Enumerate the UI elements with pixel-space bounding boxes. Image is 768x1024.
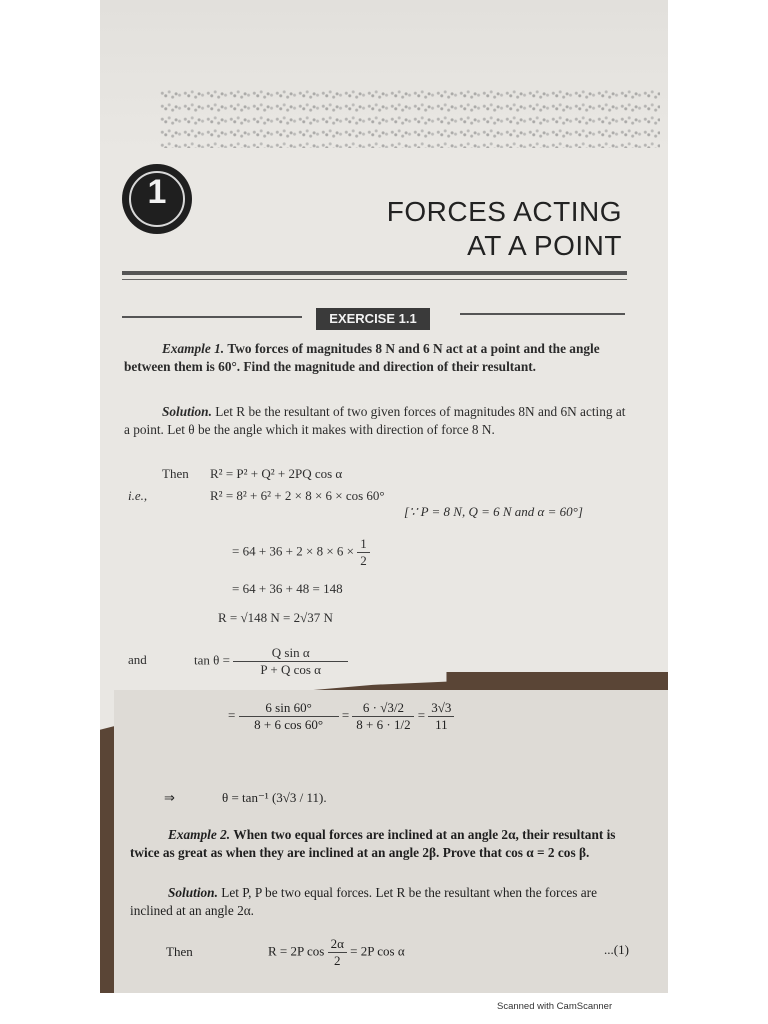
step-eq-3: = bbox=[417, 707, 426, 723]
tan-num: Q sin α bbox=[233, 645, 348, 662]
chapter-number: 1 bbox=[147, 173, 167, 211]
solution-2-label: Solution. bbox=[168, 885, 218, 900]
step-eq-2: = bbox=[341, 707, 350, 723]
equation-3 bbox=[232, 536, 370, 569]
chapter-title-line2: AT A POINT bbox=[467, 230, 622, 261]
tan-equation bbox=[194, 645, 348, 678]
tan-den: P + Q cos α bbox=[260, 662, 321, 677]
solution-1-label: Solution. bbox=[162, 404, 212, 419]
chapter-title bbox=[330, 195, 622, 263]
equation-reference: ...(1) bbox=[604, 942, 629, 957]
final-then-label: Then bbox=[166, 944, 193, 959]
equation-3-lhs: = 64 + 36 + 2 × 8 × 6 × bbox=[232, 543, 354, 559]
example-1-text: Two forces of magnitudes 8 N and 6 N act at a point and the angle between them is 60°. Find the magnitude and direction of their resultant. bbox=[124, 341, 600, 374]
title-rule-thin bbox=[122, 279, 627, 280]
step-3-den: 11 bbox=[435, 717, 448, 732]
and-label: and bbox=[128, 652, 147, 667]
solution-2-text: Let P, P be two equal forces. Let R be the resultant when the forces are inclined at an angle 2α. bbox=[130, 885, 597, 918]
exercise-rule-right bbox=[460, 313, 625, 315]
final-equation bbox=[268, 936, 405, 969]
example-1 bbox=[124, 340, 629, 376]
step-1-num: 6 sin 60° bbox=[239, 700, 339, 717]
solution-1 bbox=[124, 403, 629, 439]
equation-4: = 64 + 36 + 48 = 148 bbox=[232, 581, 343, 596]
tan-steps bbox=[228, 700, 454, 733]
scanner-watermark: Scanned with CamScanner bbox=[497, 1001, 613, 1012]
equation-5: R = √148 N = 2√37 N bbox=[218, 610, 333, 625]
example-2 bbox=[130, 826, 636, 862]
theta-result: θ = tan⁻¹ (3√3 / 11). bbox=[222, 790, 327, 805]
final-fraction bbox=[328, 936, 347, 969]
then-label: Then bbox=[162, 466, 189, 481]
example-2-text: When two equal forces are inclined at an angle 2α, their resultant is twice as great as when they are inclined at an angle 2β. Prove that cos α = 2 cos β. bbox=[130, 827, 616, 860]
chapter-number-badge bbox=[122, 164, 192, 234]
chapter-title-line1: FORCES ACTING bbox=[386, 196, 622, 227]
ie-label: i.e., bbox=[128, 488, 148, 503]
tan-fraction bbox=[233, 645, 348, 678]
exercise-heading: EXERCISE 1.1 bbox=[316, 308, 430, 330]
implies-symbol: ⇒ bbox=[164, 790, 175, 805]
final-num: 2α bbox=[328, 936, 347, 953]
final-rhs: = 2P cos α bbox=[350, 943, 405, 959]
fraction-half bbox=[357, 536, 370, 569]
final-lhs: R = 2P cos bbox=[268, 943, 325, 959]
example-2-label: Example 2. bbox=[168, 827, 231, 842]
solution-1-text: Let R be the resultant of two given forces of magnitudes 8N and 6N acting at a point. Let θ be the angle which it makes with direction of force 8 N. bbox=[124, 404, 626, 437]
step-1-den: 8 + 6 cos 60° bbox=[254, 717, 324, 732]
fraction-den: 2 bbox=[360, 553, 367, 568]
final-den: 2 bbox=[334, 953, 341, 968]
step-eq-1: = bbox=[228, 707, 236, 723]
equation-1: R² = P² + Q² + 2PQ cos α bbox=[210, 466, 343, 481]
step-2-num: 6 · √3/2 bbox=[352, 700, 414, 717]
step-fraction-2 bbox=[352, 700, 414, 733]
step-fraction-1 bbox=[239, 700, 339, 733]
exercise-rule-left bbox=[122, 316, 302, 318]
equation-2: R² = 8² + 6² + 2 × 8 × 6 × cos 60° bbox=[210, 488, 385, 503]
step-2-den: 8 + 6 · 1/2 bbox=[356, 717, 411, 732]
title-rule-thick bbox=[122, 271, 627, 275]
example-1-label: Example 1. bbox=[162, 341, 225, 356]
solution-2 bbox=[130, 884, 636, 920]
ink-bleed-noise bbox=[160, 88, 660, 148]
fraction-num: 1 bbox=[357, 536, 370, 553]
given-values: [∵ P = 8 N, Q = 6 N and α = 60°] bbox=[404, 504, 583, 519]
step-3-num: 3√3 bbox=[428, 700, 454, 717]
step-fraction-3 bbox=[428, 700, 454, 733]
tan-lhs: tan θ = bbox=[194, 652, 230, 668]
